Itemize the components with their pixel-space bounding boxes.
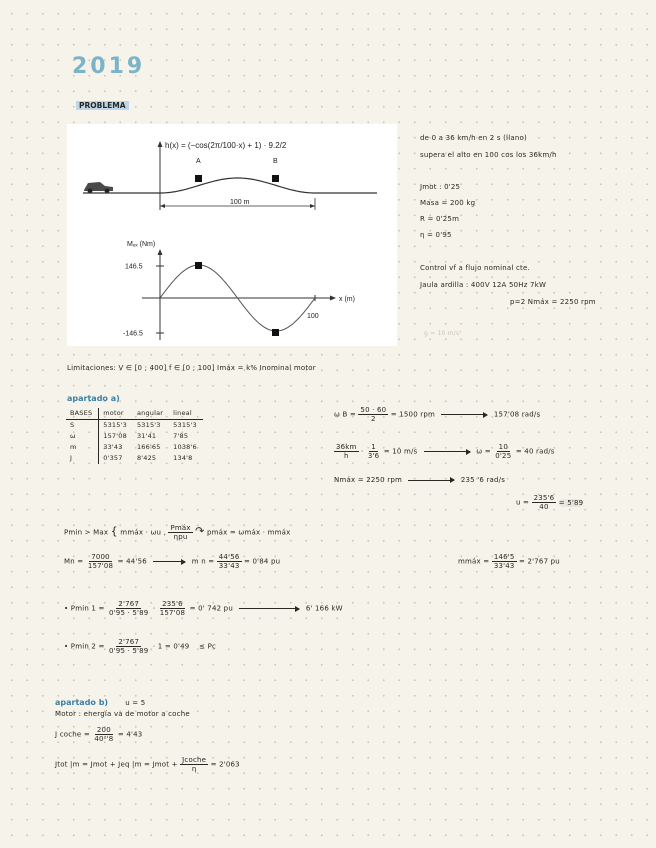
point-a-label: A [196, 158, 201, 165]
eq4-den: 40 [539, 503, 549, 512]
bases-header-cell: motor [99, 408, 133, 420]
table-row [66, 431, 203, 442]
note-control: Control vf a flujo nominal cte. [420, 264, 530, 272]
brace-icon: { [110, 524, 118, 538]
jtot-fraction [180, 756, 208, 773]
eq2-fraction-1 [334, 443, 359, 460]
mmax-value: = 2'767 pu [519, 557, 560, 566]
car-inertia-equation [55, 726, 142, 743]
p1-fraction-1 [107, 600, 150, 617]
p2-fraction [107, 638, 150, 655]
table-row [66, 453, 203, 464]
mn-num: 7000 [91, 553, 110, 561]
part-b-ratio: u = 5 [125, 699, 146, 707]
eq2-fraction-2 [366, 443, 381, 460]
mmax-lhs: mmáx = [458, 557, 490, 566]
problem-heading [76, 101, 129, 110]
bases-cell: 134'8 [173, 454, 193, 462]
jcoche-fraction [92, 726, 115, 743]
jtot-value: = 2'063 [210, 760, 240, 769]
torque-x-arrow [330, 296, 336, 301]
jcoche-value: = 4'43 [117, 730, 143, 739]
eq2-lhs2: ω = [476, 447, 491, 456]
bases-cell: S [66, 420, 99, 432]
table-row [66, 420, 203, 432]
note-acceleration: de 0 a 36 km/h en 2 s (llano) [420, 134, 527, 142]
rated-torque-equation [64, 553, 280, 570]
p1-den: 0'95 · 5'89 [109, 609, 149, 618]
pmin-fraction [168, 524, 192, 541]
mn2-lhs: m n = [191, 557, 215, 566]
eq2-den2: 3'6 [367, 452, 380, 461]
torque-min-marker [272, 329, 279, 336]
mn-fraction [86, 553, 115, 570]
span-arrow-left [160, 204, 165, 208]
eq2-den3: 0'25 [495, 452, 512, 461]
note-jmot: Jmot : 0'25 [420, 183, 461, 191]
pmin-lhs: Pmin > Max [64, 528, 109, 537]
jcoche-lhs: J coche = [55, 730, 90, 739]
eq4-fraction [532, 494, 557, 511]
eq3-result: 235 '6 rad/s [460, 476, 506, 484]
arrow-icon [424, 451, 470, 452]
ratio-equation [516, 494, 583, 511]
bases-cell: J [66, 453, 99, 464]
eq1-value: = 1500 rpm [390, 410, 436, 419]
torque-axis-label: Mₑₓ (Nm) [127, 241, 156, 248]
bases-cell: 5315'3 [136, 421, 161, 429]
bases-table-container [66, 408, 203, 464]
bases-cell: 5315'3 [173, 421, 197, 429]
arrow-icon [239, 608, 299, 609]
speed-conversion-equation: $\frac{36km}{h}$ · $\frac{1}{3'6}$ = 10 m/s ω = $\frac{10}{0'25}$ = 40 rad/s [336, 443, 555, 461]
p2-lhs: Pmin 2 = [70, 642, 105, 651]
eq3-text: Nmáx = 2250 rpm [334, 476, 402, 484]
eq2-value: = 10 m/s [383, 447, 418, 456]
torque-y-arrow [158, 249, 163, 255]
table-row [66, 442, 203, 453]
bases-header-cell: BASES [66, 408, 99, 420]
max-torque-equation [458, 553, 560, 570]
problem-heading-label: PROBLEMA [76, 101, 129, 110]
jcoche-num: 200 [96, 726, 111, 734]
bases-cell: 8'425 [136, 454, 157, 462]
mmax-den: 33'43 [493, 562, 515, 571]
pmin2-equation [64, 638, 216, 655]
span-label: 100 m [230, 199, 250, 206]
eq2-num3: 10 [498, 443, 508, 451]
jtot-num: Jcoche [182, 756, 207, 764]
bases-cell: m [66, 442, 99, 453]
p1-fraction-2 [158, 600, 187, 617]
mn2-fraction [217, 553, 242, 570]
bases-cell: 31'41 [136, 432, 157, 440]
eq2-fraction-3 [493, 443, 513, 460]
span-arrow-right [310, 204, 315, 208]
eq2-den1: h [343, 452, 349, 461]
bullet-icon: • [64, 604, 69, 613]
bases-header-cell: lineal [169, 408, 203, 420]
bases-cell: 1038'6 [173, 443, 197, 451]
p1-result: 6' 166 kW [305, 604, 343, 613]
pmin-frac-den: ηpu [173, 533, 188, 542]
limits-line: Limitaciones: V ∈ [0 ; 400] f ∈ [0 ; 100] Imáx = k% Inominal motor [67, 364, 316, 372]
arrow-icon [408, 480, 454, 481]
bases-cell: 7'85 [173, 432, 189, 440]
bases-header-cell: angular [133, 408, 169, 420]
arrow-icon [441, 414, 487, 415]
bases-cell: 0'357 [103, 454, 123, 462]
pmin-note: pmáx = ωmáx · mmáx [207, 528, 291, 537]
jtot-lhs: Jtot |m = Jmot + Jeq |m = Jmot + [55, 760, 178, 769]
base-speed-equation [334, 406, 540, 423]
bases-table [66, 408, 203, 464]
problem-figure [67, 124, 397, 346]
torque-y-top-label: 146.5 [125, 263, 143, 271]
bullet-icon: • [64, 642, 69, 651]
pmin1-equation: • Pmin 1 = $\frac{2'767}{0'95 \cdot 5'89}$ · $\frac{235'6}{157'08}$ = 0' 742 pu 6' 166 kW [64, 600, 343, 618]
mn2-num: 44'56 [218, 553, 240, 561]
mn-value: = 44'56 [117, 557, 147, 566]
bases-cell: ω [66, 431, 99, 442]
note-mass: Masa = 200 kg [420, 199, 476, 207]
note-hill: supera el alto en 100 cos los 36km/h [420, 151, 557, 159]
pmin-frac-num: Pmáx [170, 524, 191, 532]
point-b-label: B [273, 158, 278, 165]
p2-multiplier: · 1 [152, 642, 163, 651]
eq1-lhs: ω B = [334, 410, 356, 419]
mn-lhs: Mn = [64, 557, 84, 566]
eq1-fraction [358, 406, 388, 423]
torque-max-marker [195, 262, 202, 269]
mmax-fraction [492, 553, 517, 570]
p2-value: = 0'49 [164, 642, 190, 651]
arrow-icon [153, 561, 185, 562]
part-b-heading-row [55, 690, 145, 709]
curved-arrow-icon: ↷ [195, 524, 205, 538]
eq1-num: 50 · 60 [360, 406, 387, 414]
bases-cell: 166'65 [136, 443, 161, 451]
mn2-value: = 0'84 pu [243, 557, 281, 566]
p2-note: ≤ Pc [199, 642, 217, 651]
bases-cell: 5315'3 [103, 421, 127, 429]
eq4-lhs: u = [516, 498, 530, 507]
mmax-num: 146'5 [493, 553, 515, 561]
note-radius: R = 0'25m [420, 215, 460, 223]
height-formula: h(x) = (−cos(2π/100·x) + 1) · 9.2/2 [165, 141, 287, 150]
part-a-heading: apartado a) [67, 394, 120, 403]
p1-den2: 157'08 [159, 609, 186, 618]
height-axis-arrow [158, 141, 163, 147]
max-speed-equation [334, 476, 505, 484]
point-b-marker [272, 175, 279, 182]
mn-den: 157'08 [87, 562, 114, 571]
energy-flow-text: Motor : energía va de motor a coche [55, 710, 190, 718]
p2-num: 2'767 [118, 638, 140, 646]
eq4-num: 235'6 [533, 494, 555, 502]
eq2-result: = 40 rad/s [515, 447, 555, 456]
mn2-den: 33'43 [218, 562, 240, 571]
p1-value: = 0' 742 pu [189, 604, 233, 613]
pmin-condition [64, 524, 290, 541]
eq2-num1: 36km [336, 443, 357, 451]
p1-num2: 235'6 [162, 600, 183, 608]
bases-cell: 157'08 [103, 432, 127, 440]
point-a-marker [195, 175, 202, 182]
part-b-heading: apartado b) [55, 698, 109, 707]
torque-y-bottom-label: -146.5 [123, 330, 143, 338]
note-efficiency: η = 0'95 [420, 231, 452, 239]
p1-lhs: Pmin 1 = [70, 604, 105, 613]
eq4-result: = 5'89 [558, 498, 584, 507]
p1-num: 2'767 [118, 600, 140, 608]
car-icon [84, 182, 113, 193]
jtot-den: η [191, 765, 197, 774]
page-year-title: 2019 [72, 54, 146, 79]
pmin-mid: mmáx · ωu , [120, 528, 166, 537]
note-motor-specs: Jaula ardilla : 400V 12A 50Hz 7kW [420, 281, 547, 289]
hill-profile [160, 178, 315, 193]
bases-cell: 33'43 [103, 443, 123, 451]
bases-table-header [66, 408, 203, 420]
note-poles-speed: p=2 Nmáx = 2250 rpm [510, 298, 596, 306]
eq1-result: 157'08 rad/s [493, 410, 541, 419]
jcoche-den: 40²'8 [94, 735, 114, 744]
note-gravity: g = 10 m/s² [424, 330, 462, 337]
torque-x-axis-label: x (m) [339, 296, 355, 303]
eq1-den: 2 [371, 415, 376, 424]
eq2-num2: 1 [371, 443, 376, 451]
p2-den: 0'95 · 5'89 [109, 647, 149, 656]
torque-x-end-label: 100 [307, 313, 319, 320]
problem-figure-svg [67, 124, 397, 346]
total-inertia-equation [55, 756, 240, 773]
